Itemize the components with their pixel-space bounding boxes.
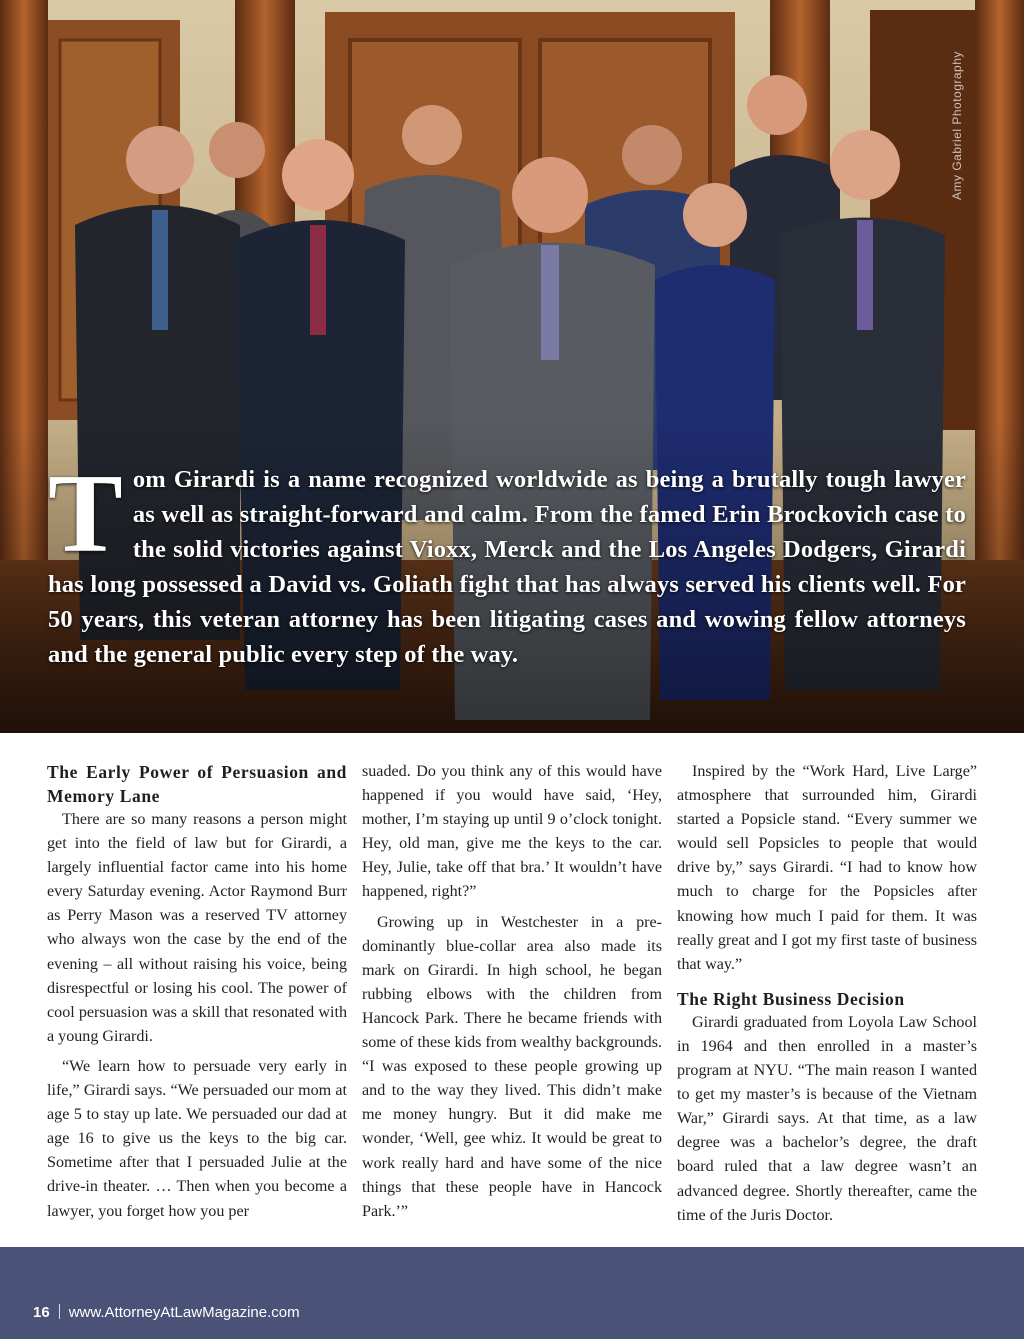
- article-paragraph: “We learn how to persuade very early in life,” Girardi says. “We persuaded our mom at age 5 to stay up late. We persuaded our dad at age 16 to give us the keys to the big car. Sometime after that I persuaded Julie at the drive-in theater. … Then when you become a lawyer, you forget how you per: [47, 1057, 347, 1220]
- photo-credit: Amy Gabriel Photography: [950, 51, 964, 200]
- article-paragraph: There are so many reasons a person might get into the field of law but for Girardi, a largely influential factor came into his home every Saturday evening. Actor Raymond Burr as Perry Mason was a reserved TV attorney who always won the case by the end of the evening – all without raising his voice, being disrespectful or losing his cool. The power of cool persuasion was a skill that resonated with a young Girardi.: [47, 811, 347, 1045]
- section-heading: The Early Power of Persuasion and Memory Lane: [47, 762, 347, 806]
- article-paragraph-continued: suaded. Do you think any of this would have happened if you would have said, ‘Hey, mother, I’m staying up until 9 o’clock tonight. Hey, old man, give me the keys to the car. Hey, Julie, take off that bra.’ It wouldn’t have happened, right?”: [362, 763, 662, 901]
- footer-divider: [59, 1304, 60, 1319]
- article-column-1: [47, 760, 347, 1224]
- footer-band: [0, 1247, 1024, 1339]
- section-heading: The Right Business Decision: [677, 988, 905, 1009]
- article-column-2: [362, 760, 662, 1224]
- website-link[interactable]: www.AttorneyAtLawMagazine.com: [68, 1304, 300, 1321]
- page-number: 16: [33, 1304, 50, 1321]
- intro-paragraph: [48, 452, 966, 672]
- article-paragraph: Inspired by the “Work Hard, Live Large” atmosphere that surrounded him, Girardi started a Popsicle stand. “Every summer we would sell Popsicles to people that would drive by,” says Girardi. “I had to know how much to charge for the Popsicles after knowing how much I paid for them. It was really great and I got my first taste of business that way.”: [677, 763, 977, 973]
- drop-cap: T: [48, 452, 123, 576]
- article-paragraph: Girardi graduated from Loyola Law School in 1964 and then enrolled in a master’s program at NYU. “The main reason I wanted to get my master’s is because of the Vietnam War,” Girardi says. At that time, as a law degree was a bachelor’s degree, the draft board ruled that a law degree wasn’t an advanced degree. Shortly thereafter, came the time of the Juris Doctor.: [677, 1013, 977, 1224]
- intro-text: om Girardi is a name recognized worldwide as being a brutally tough lawyer as well as straight-forward and calm. From the famed Erin Brockovich case to the solid victories against Vioxx, Merck and the Los Angeles Dodgers, Girardi has long possessed a David vs. Goliath fight that has always served his clients well. For 50 years, this veteran attorney has been litigating cases and wowing fellow attorneys and the general public every step of the way.: [48, 466, 966, 668]
- article-column-3: [677, 760, 977, 1228]
- article-paragraph: Growing up in Westchester in a predominantly blue-collar area also made its mark on Girardi. In high school, he began rubbing elbows with the children from Hancock Park. There he became friends with some of these kids from wealthy backgrounds. “I was exposed to these people growing up and to the way they lived. This didn’t make me money hungry. But it did make me wonder, ‘Well, gee whiz. It would be great to work really hard and have some of the nice things that these people have in Hancock Park.’”: [362, 913, 662, 1220]
- footer-info: [33, 1304, 300, 1321]
